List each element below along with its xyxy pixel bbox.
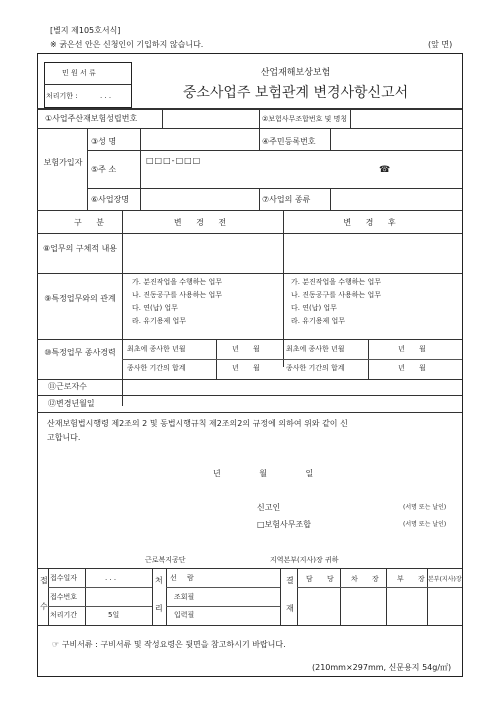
insured-label: 보험가입자 [43, 158, 83, 167]
receipt-label-1: 접 [40, 576, 48, 585]
option-lead-after: 다. 연(납) 업무 [291, 304, 337, 312]
first-engaged-before: 최초에 종사한 년월 [127, 345, 186, 353]
option-vibration-after: 나. 진동공구를 사용하는 업무 [291, 291, 382, 299]
agency-label: ②보험사무조합번호 및 명칭 [262, 115, 348, 123]
director-label: 부 장 [397, 575, 431, 583]
receipt-label-2: 수 [40, 602, 48, 611]
approval-label-1: 결 [286, 576, 294, 585]
ym-first-after: 년 월 [398, 345, 432, 353]
deadline-value: . . . [100, 92, 112, 100]
receipt-date-label: 접수일자 [50, 574, 78, 582]
col-category: 구 분 [74, 218, 110, 227]
receipt-no-label: 접수번호 [50, 593, 78, 601]
special-career-label: ⑩특정업무 종사경력 [44, 348, 116, 357]
change-date-label: ⑫변경년월일 [48, 399, 95, 408]
option-solvent-before: 라. 유기용제 업무 [132, 317, 187, 325]
deputy-label: 차 장 [351, 575, 385, 583]
process-label-1: 처 [155, 576, 163, 585]
special-job-label: ⑨특정업무와의 관계 [44, 294, 116, 303]
ym-first-before: 년 월 [232, 345, 266, 353]
title-small: 산업재해보상보험 [260, 68, 331, 78]
option-lead-before: 다. 연(납) 업무 [132, 304, 178, 312]
reporter-sign: (서명 또는 날인) [403, 504, 447, 511]
declaration-date: 년 월 일 [213, 469, 332, 478]
paper-spec: (210mm×297mm, 신문용지 54g/㎡) [312, 663, 452, 672]
job-details-label: ⑧업무의 구체적 내용 [42, 244, 118, 253]
resident-no-label: ④주민등록번호 [262, 137, 316, 146]
declaration-line-2: 고합니다. [47, 433, 81, 442]
staff-label: 담 당 [306, 575, 340, 583]
review-label: 선 람 [170, 574, 198, 582]
option-vibration-before: 나. 진동공구를 사용하는 업무 [132, 291, 223, 299]
postal-code-boxes: □□□-□□□ [146, 156, 202, 165]
input-label: 입력필 [174, 611, 195, 619]
first-engaged-after: 최초에 종사한 년월 [286, 345, 345, 353]
option-dust-before: 가. 분진작업을 수행하는 업무 [132, 278, 223, 286]
declaration-line-1: 산재보험법시행령 제2조의 2 및 동법시행규칙 제2조의2의 규정에 의하여 위와 같이 신 [47, 419, 348, 428]
head-label: 본부(지사)장 [428, 576, 462, 583]
process-label-2: 리 [155, 604, 163, 613]
total-period-before: 종사한 기간의 합계 [127, 364, 186, 372]
form-number: [별지 제105호서식] [50, 26, 121, 35]
name-label: ③성 명 [91, 137, 117, 146]
special-options-before [132, 279, 282, 325]
ym-total-after: 년 월 [398, 364, 432, 372]
worker-count-label: ⑪근로자수 [48, 382, 87, 391]
option-dust-after: 가. 분진작업을 수행하는 업무 [291, 278, 382, 286]
branch-addressee: 지역본부(지사)장 귀하 [270, 556, 339, 564]
ym-total-before: 년 월 [232, 364, 266, 372]
approval-label-2: 재 [286, 604, 294, 613]
special-options-after [291, 279, 456, 325]
col-before: 변 경 전 [173, 218, 233, 227]
side-note: (앞 면) [428, 40, 453, 49]
phone-icon: ☎ [379, 165, 391, 175]
processing-period-label: 처리기간 [50, 611, 78, 619]
address-label: ⑤주 소 [91, 165, 117, 174]
option-solvent-after: 라. 유기용제 업무 [291, 317, 346, 325]
documents-label: 민 원 서 류 [62, 69, 96, 77]
instruction-note: ※ 굵은선 안은 신청인이 기입하지 않습니다. [50, 40, 204, 49]
page-title: 중소사업주 보험관계 변경사항신고서 [182, 85, 409, 101]
association-sign: (서명 또는 날인) [403, 521, 447, 528]
inquiry-label: 조회필 [174, 593, 195, 601]
business-type-label: ⑦사업의 종류 [262, 195, 311, 204]
processing-days: 5일 [108, 611, 120, 619]
workplace-label: ⑥사업장명 [91, 195, 130, 204]
receipt-date-value: . . . [105, 574, 117, 582]
reporter-label: 신고인 [257, 503, 281, 512]
deadline-label: 처리기한 : [46, 92, 78, 100]
business-reg-label: ①사업주산재보험성립번호 [45, 114, 138, 123]
agency-name: 근로복지공단 [145, 556, 186, 564]
col-after: 변 경 후 [343, 218, 402, 227]
association-label: □보험사무조합 [257, 520, 311, 529]
required-docs-note: ☞ 구비서류 : 구비서류 및 작성요령은 뒷면을 참고하시기 바랍니다. [52, 640, 286, 649]
total-period-after: 종사한 기간의 합계 [286, 364, 345, 372]
